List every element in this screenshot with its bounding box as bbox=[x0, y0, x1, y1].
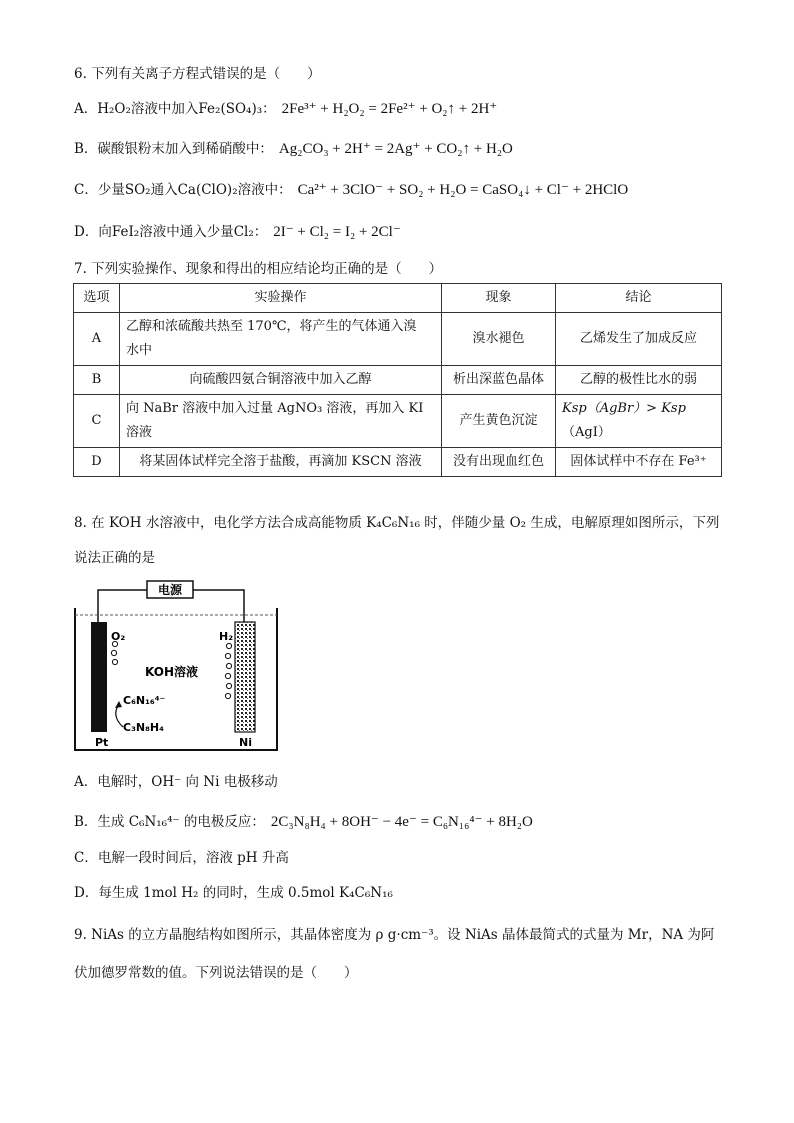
h2-bubble bbox=[225, 673, 230, 678]
q6-option-a bbox=[74, 99, 497, 119]
product-label: C₆N₁₆⁴⁻ bbox=[123, 694, 166, 707]
power-supply-label: 电源 bbox=[157, 583, 183, 597]
h2-bubble bbox=[225, 693, 230, 698]
row-b-option: B bbox=[74, 366, 120, 395]
q6-option-c bbox=[74, 180, 628, 200]
row-c-conclusion bbox=[556, 395, 722, 448]
row-c-phenomenon: 产生黄色沉淀 bbox=[442, 395, 556, 448]
q6-c-equation: Ca²⁺ + 3ClO⁻ + SO₂ + H₂O = CaSO₄↓ + Cl⁻ + 2HClO bbox=[297, 182, 629, 198]
header-phenomenon: 现象 bbox=[442, 284, 556, 313]
row-a-operation-line1: 乙醇和浓硫酸共热至 170℃，将产生的气体通入溴 bbox=[126, 319, 417, 334]
row-c-operation-line1: 向 NaBr 溶液中加入过量 AgNO₃ 溶液，再加入 KI bbox=[126, 401, 424, 416]
q6-a-equation: 2Fe³⁺ + H₂O₂ = 2Fe²⁺ + O₂↑ + 2H⁺ bbox=[281, 101, 498, 117]
ni-label: Ni bbox=[239, 736, 252, 749]
row-b-operation: 向硫酸四氨合铜溶液中加入乙醇 bbox=[120, 366, 442, 395]
q6-stem: 6. 下列有关离子方程式错误的是（ ） bbox=[74, 66, 321, 82]
q8-option-a: A．电解时，OH⁻ 向 Ni 电极移动 bbox=[74, 774, 278, 790]
pt-electrode bbox=[91, 622, 107, 732]
h2-label: H₂ bbox=[219, 630, 234, 643]
electrolysis-diagram bbox=[73, 580, 283, 755]
q6-option-d bbox=[74, 222, 401, 242]
row-a-operation-line2: 水中 bbox=[126, 343, 153, 358]
q6-d-text: 向FeI₂溶液中通入少量Cl₂： bbox=[98, 224, 268, 240]
reaction-arrowhead bbox=[115, 701, 122, 708]
table-row bbox=[74, 395, 722, 448]
h2-bubble bbox=[226, 643, 231, 648]
q8-stem-line2: 说法正确的是 bbox=[74, 550, 155, 566]
h2-bubble bbox=[226, 683, 231, 688]
ni-electrode bbox=[235, 622, 255, 732]
reactant-label: C₃N₈H₄ bbox=[123, 721, 164, 734]
row-c-conclusion-line2: （AgI） bbox=[562, 425, 611, 440]
o2-bubble bbox=[112, 659, 117, 664]
koh-solution-label: KOH溶液 bbox=[145, 665, 199, 679]
q8-option-b bbox=[74, 812, 533, 832]
q6-a-text: H₂O₂溶液中加入Fe₂(SO₄)₃： bbox=[97, 101, 276, 117]
header-option: 选项 bbox=[74, 284, 120, 313]
q6-d-equation: 2I⁻ + Cl₂ = I₂ + 2Cl⁻ bbox=[273, 224, 401, 240]
o2-label: O₂ bbox=[111, 630, 126, 643]
row-d-conclusion: 固体试样中不存在 Fe³⁺ bbox=[556, 448, 722, 477]
row-c-option: C bbox=[74, 395, 120, 448]
q8-stem-line1: 8. 在 KOH 水溶液中，电化学方法合成高能物质 K₄C₆N₁₆ 时，伴随少量 O₂ 生成，电解原理如图所示，下列 bbox=[74, 515, 720, 531]
header-operation: 实验操作 bbox=[120, 284, 442, 313]
row-c-operation-line2: 溶液 bbox=[126, 425, 153, 440]
table-row bbox=[74, 313, 722, 366]
q6-b-equation: Ag₂CO₃ + 2H⁺ = 2Ag⁺ + CO₂↑ + H₂O bbox=[278, 141, 513, 157]
h2-bubble bbox=[226, 663, 231, 668]
row-d-operation: 将某固体试样完全溶于盐酸，再滴加 KSCN 溶液 bbox=[120, 448, 442, 477]
row-d-option: D bbox=[74, 448, 120, 477]
pt-label: Pt bbox=[95, 736, 109, 749]
row-c-operation bbox=[120, 395, 442, 448]
q8-option-c: C．电解一段时间后，溶液 pH 升高 bbox=[74, 850, 289, 866]
row-c-conclusion-line1: Ksp（AgBr）> Ksp bbox=[562, 401, 686, 416]
q9-stem-line2: 伏加德罗常数的值。下列说法错误的是（ ） bbox=[74, 965, 358, 981]
q8-b-text: B．生成 C₆N₁₆⁴⁻ 的电极反应： bbox=[74, 814, 265, 830]
left-wire bbox=[98, 590, 147, 622]
q6-c-text: 少量SO₂通入Ca(ClO)₂溶液中： bbox=[97, 182, 292, 198]
table-header-row bbox=[74, 284, 722, 313]
q7-table bbox=[73, 283, 722, 477]
row-a-operation bbox=[120, 313, 442, 366]
q6-b-text: 碳酸银粉末加入到稀硝酸中： bbox=[97, 141, 273, 157]
row-a-phenomenon: 溴水褪色 bbox=[442, 313, 556, 366]
row-b-phenomenon: 析出深蓝色晶体 bbox=[442, 366, 556, 395]
row-d-phenomenon: 没有出现血红色 bbox=[442, 448, 556, 477]
q6-b-label: B． bbox=[74, 141, 98, 157]
q8-b-equation: 2C₃N₈H₄ + 8OH⁻ − 4e⁻ = C₆N₁₆⁴⁻ + 8H₂O bbox=[270, 814, 533, 830]
q6-c-label: C． bbox=[74, 182, 98, 198]
table-row bbox=[74, 366, 722, 395]
row-a-conclusion: 乙烯发生了加成反应 bbox=[556, 313, 722, 366]
table-row bbox=[74, 448, 722, 477]
h2-bubble bbox=[225, 653, 230, 658]
q6-option-b bbox=[74, 139, 513, 159]
q6-a-label: A． bbox=[74, 101, 98, 117]
q8-option-d: D．每生成 1mol H₂ 的同时，生成 0.5mol K₄C₆N₁₆ bbox=[74, 885, 393, 901]
row-a-option: A bbox=[74, 313, 120, 366]
q7-stem: 7. 下列实验操作、现象和得出的相应结论均正确的是（ ） bbox=[74, 261, 443, 277]
row-b-conclusion: 乙醇的极性比水的弱 bbox=[556, 366, 722, 395]
o2-bubble bbox=[111, 650, 116, 655]
q6-d-label: D． bbox=[74, 224, 99, 240]
header-conclusion: 结论 bbox=[556, 284, 722, 313]
right-wire bbox=[193, 590, 244, 622]
q9-stem-line1: 9. NiAs 的立方晶胞结构如图所示，其晶体密度为 ρ g·cm⁻³。设 NiAs 晶体最简式的式量为 Mr，NA 为阿 bbox=[74, 927, 715, 943]
